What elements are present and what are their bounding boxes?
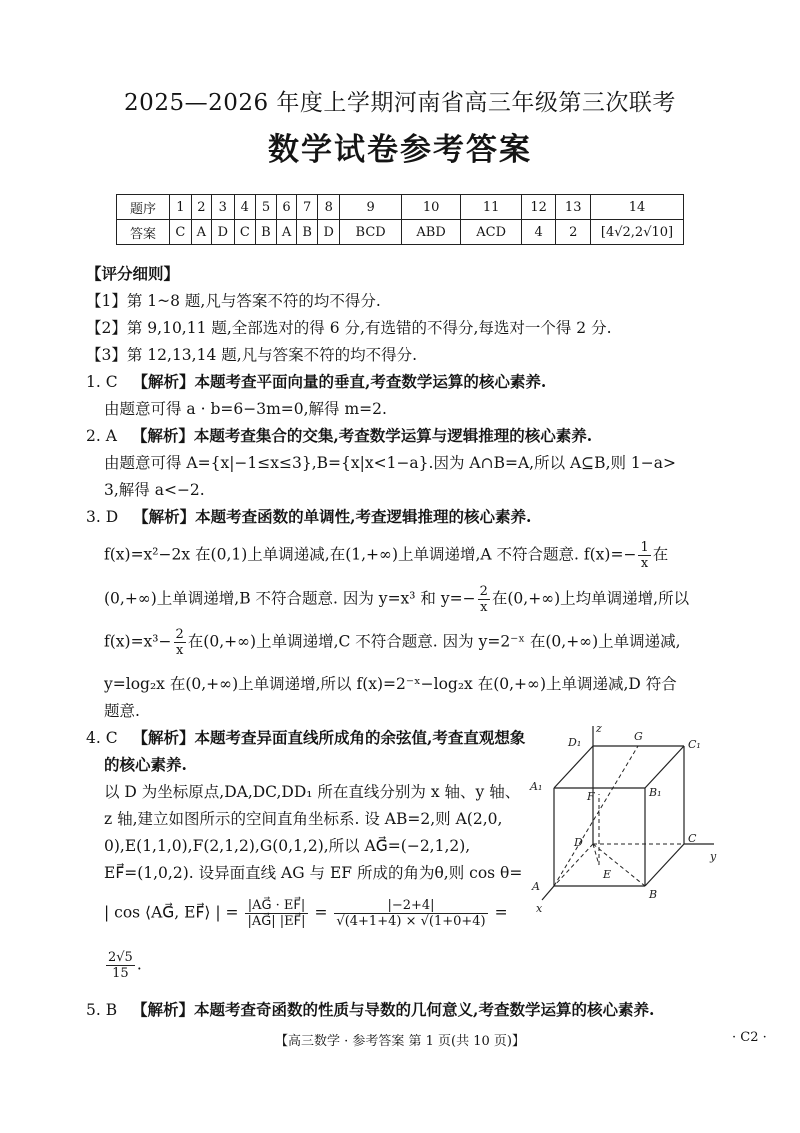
text-span: 在(0,+∞)上单调递增,C 不符合题意. 因为 y=2⁻ˣ 在(0,+∞)上单调递减, [187, 632, 681, 651]
label-y: y [710, 850, 717, 863]
answer-cell: C [234, 220, 256, 245]
label-z: z [596, 722, 602, 735]
cube-figure [528, 718, 728, 918]
label-c1: C₁ [688, 738, 701, 751]
text-span: . [136, 955, 142, 974]
fraction-numerator: |AG⃗ · EF⃗| [245, 898, 307, 914]
answer-cell: D [212, 220, 234, 245]
answer-cell: D [318, 220, 340, 245]
text-span: 在 [652, 545, 669, 564]
scoring-rule: 【1】第 1~8 题,凡与答案不符的均不得分. [86, 292, 381, 310]
question-number: 4 [234, 195, 256, 220]
fraction-denominator: x [480, 600, 488, 615]
label-f: F [587, 790, 595, 803]
scoring-rule: 【2】第 9,10,11 题,全部选对的得 6 分,有选错的不得分,每选对一个得 2 分. [86, 319, 612, 337]
solution-text: 由题意可得 a · b=6−3m=0,解得 m=2. [104, 400, 387, 418]
fraction [638, 540, 650, 571]
fraction-numerator: 2 [175, 627, 184, 642]
label-x: x [536, 902, 543, 915]
text-span: (0,+∞)上单调递增,B 不符合题意. 因为 y=x³ 和 y=− [104, 589, 476, 608]
question-2-heading [86, 424, 592, 446]
fraction [334, 898, 487, 929]
label-d1: D₁ [568, 736, 582, 749]
question-number: 5 [256, 195, 277, 220]
analysis-label: 【解析】本题考查异面直线所成角的余弦值,考查直观想象 [132, 728, 526, 747]
answer-cell: A [276, 220, 296, 245]
fraction-denominator: 15 [112, 966, 129, 981]
fraction-numerator: |−2+4| [334, 898, 487, 914]
label-c: C [688, 832, 697, 845]
answer-table [116, 194, 684, 245]
table-row [117, 195, 684, 220]
answer-cell: C [170, 220, 192, 245]
solution-text [104, 627, 681, 658]
question-number-answer: 1. C [86, 373, 118, 391]
fraction-numerator: 1 [640, 540, 649, 555]
fraction-denominator: x [640, 556, 649, 571]
solution-text [104, 540, 668, 571]
line-ag [554, 746, 638, 886]
answer-cell: B [256, 220, 277, 245]
text-span: | cos ⟨AG⃗, EF⃗⟩ | = [104, 903, 239, 922]
label-b1: B₁ [649, 786, 662, 799]
question-number-answer: 4. C [86, 729, 118, 747]
analysis-label-cont: 的核心素养. [104, 755, 187, 774]
scoring-heading: 【评分细则】 [86, 264, 180, 283]
label-g: G [634, 730, 643, 743]
solution-text: z 轴,建立如图所示的空间直角坐标系. 设 AB=2,则 A(2,0, [104, 810, 503, 828]
answer-cell: B [297, 220, 318, 245]
table-header-cell: 题序 [117, 195, 170, 220]
exam-title: 2025—2026 年度上学期河南省高三年级第三次联考 [124, 90, 676, 116]
solution-formula [104, 898, 508, 929]
line-de [593, 844, 599, 865]
question-number: 9 [340, 195, 401, 220]
x-axis [542, 886, 554, 900]
fraction-numerator: 2 [479, 584, 488, 599]
analysis-label: 【解析】本题考查平面向量的垂直,考查数学运算的核心素养. [132, 372, 547, 391]
table-header-cell: 答案 [117, 220, 170, 245]
question-4-heading [86, 726, 525, 748]
solution-text [104, 584, 689, 615]
text-span: f(x)=x²−2x 在(0,1)上单调递减,在(1,+∞)上单调递增,A 不符合题意. f(x)=− [104, 545, 637, 564]
analysis-label: 【解析】本题考查奇函数的性质与导数的几何意义,考查数学运算的核心素养. [132, 1000, 655, 1019]
question-number: 2 [191, 195, 211, 220]
text-span: = [494, 903, 508, 922]
fraction [478, 584, 490, 615]
question-number: 14 [591, 195, 684, 220]
question-number-answer: 5. B [86, 1001, 118, 1019]
label-b: B [649, 888, 658, 901]
question-number-answer: 2. A [86, 427, 117, 445]
question-3-heading [86, 505, 531, 527]
solution-result [104, 950, 142, 981]
cube-edge [554, 746, 593, 788]
question-number-answer: 3. D [86, 508, 119, 526]
analysis-label: 【解析】本题考查集合的交集,考查数学运算与逻辑推理的核心素养. [131, 426, 593, 445]
fraction-numerator: 2√5 [108, 950, 133, 965]
solution-text: EF⃗=(1,0,2). 设异面直线 AG 与 EF 所成的角为θ,则 cos θ= [104, 864, 523, 882]
answer-cell: ACD [461, 220, 521, 245]
answer-cell: BCD [340, 220, 401, 245]
page-footer: 【高三数学 · 参考答案 第 1 页(共 10 页)】 [274, 1034, 525, 1049]
label-a: A [532, 880, 540, 893]
question-1-heading [86, 370, 546, 392]
label-e: E [603, 868, 612, 881]
answer-cell: 4 [521, 220, 555, 245]
question-number: 11 [461, 195, 521, 220]
fraction [106, 950, 135, 981]
solution-text: 题意. [104, 702, 140, 720]
question-number: 3 [212, 195, 234, 220]
label-d: D [574, 836, 583, 849]
answer-cell: A [191, 220, 211, 245]
question-number: 7 [297, 195, 318, 220]
answer-cell: ABD [401, 220, 461, 245]
document-title: 数学试卷参考答案 [268, 132, 532, 168]
analysis-label: 【解析】本题考查函数的单调性,考查逻辑推理的核心素养. [133, 507, 532, 526]
question-number: 13 [556, 195, 591, 220]
question-5-heading [86, 998, 654, 1020]
solution-text: y=log₂x 在(0,+∞)上单调递增,所以 f(x)=2⁻ˣ−log₂x 在(0,+∞)上单调递减,D 符合 [104, 675, 677, 693]
question-number: 1 [170, 195, 192, 220]
table-row [117, 220, 684, 245]
line-df [593, 844, 645, 886]
question-number: 12 [521, 195, 555, 220]
cube-edge [645, 844, 684, 886]
cube-edge [645, 746, 684, 788]
solution-text: 以 D 为坐标原点,DA,DC,DD₁ 所在直线分别为 x 轴、y 轴、 [104, 783, 521, 801]
fraction [245, 898, 307, 929]
solution-text: 由题意可得 A={x|−1≤x≤3},B={x|x<1−a}.因为 A∩B=A,所以 A⊆B,则 1−a> [104, 454, 676, 472]
page-code: · C2 · [732, 1030, 767, 1045]
solution-text: 0),E(1,1,0),F(2,1,2),G(0,1,2),所以 AG⃗=(−2,1,2), [104, 837, 471, 855]
fraction [174, 627, 186, 658]
label-a1: A₁ [530, 780, 543, 793]
answer-cell: 2 [556, 220, 591, 245]
fraction-denominator: x [175, 643, 184, 658]
scoring-rule: 【3】第 12,13,14 题,凡与答案不符的均不得分. [86, 346, 418, 364]
question-number: 8 [318, 195, 340, 220]
fraction-denominator: √(4+1+4) × √(1+0+4) [336, 914, 486, 929]
question-number: 10 [401, 195, 461, 220]
answer-cell: [4√2,2√10] [591, 220, 684, 245]
text-span: 在(0,+∞)上均单调递增,所以 [491, 589, 690, 608]
question-number: 6 [276, 195, 296, 220]
text-span: = [314, 903, 328, 922]
hidden-edge [554, 844, 593, 886]
text-span: f(x)=x³− [104, 632, 172, 651]
solution-text: 3,解得 a<−2. [104, 481, 205, 499]
fraction-denominator: |AG⃗| |EF⃗| [247, 914, 306, 929]
